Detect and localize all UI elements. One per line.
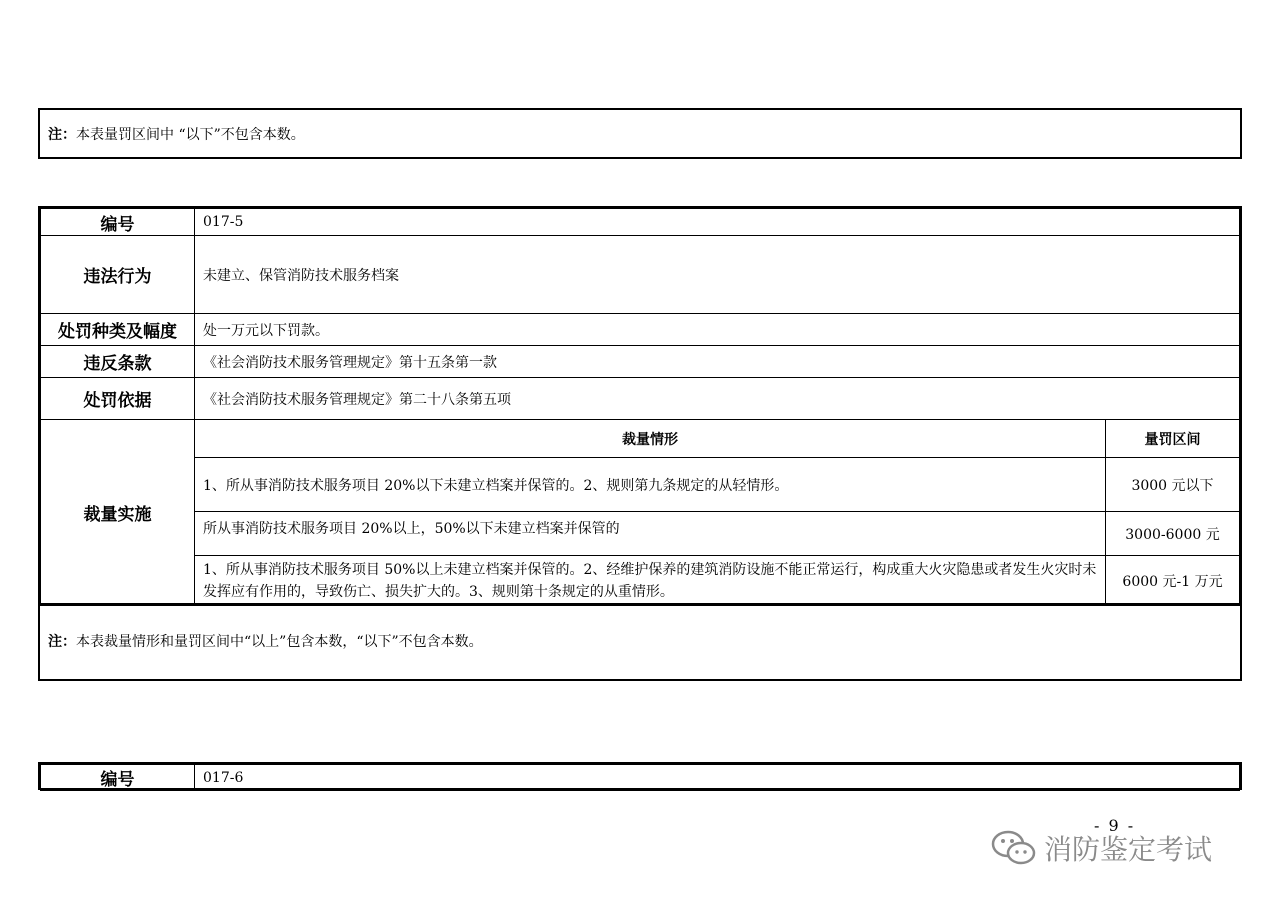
top-note-box	[38, 108, 1242, 159]
situation-cell: 1、所从事消防技术服务项目 50%以上未建立档案并保管的。2、经维护保养的建筑消防设施不能正常运行，构成重大火灾隐患或者发生火灾时未发挥应有作用的，导致伤亡、损失扩大的。3、规则第十条规定的从重情形。	[195, 556, 1106, 606]
range-cell: 3000 元以下	[1105, 458, 1239, 512]
top-note-label: 注：	[48, 126, 76, 143]
record-note-box	[38, 603, 1242, 681]
basis-label: 处罚依据	[41, 378, 195, 420]
col-situation-header: 裁量情形	[195, 420, 1106, 458]
record-note-text: 本表裁量情形和量罚区间中“以上”包含本数，“以下”不包含本数。	[76, 634, 483, 650]
table-row	[41, 556, 1240, 606]
page-number: - 9 -	[1094, 816, 1136, 835]
range-cell: 6000 元-1 万元	[1105, 556, 1239, 606]
violation-label: 违法行为	[41, 236, 195, 314]
range-cell: 3000-6000 元	[1105, 512, 1239, 556]
top-note	[40, 110, 1240, 157]
record-note	[40, 603, 1240, 679]
table-row	[41, 512, 1240, 556]
watermark	[990, 828, 1212, 868]
penalty-label: 处罚种类及幅度	[41, 314, 195, 346]
wechat-icon	[990, 828, 1038, 868]
impl-label: 裁量实施	[41, 420, 195, 606]
id-label: 编号	[41, 765, 195, 791]
id-value: 017-6	[195, 765, 1240, 791]
record-note-label: 注：	[48, 634, 76, 650]
watermark-text: 消防鉴定考试	[1044, 833, 1213, 866]
violation-value: 未建立、保管消防技术服务档案	[195, 236, 1240, 314]
id-value: 017-5	[195, 209, 1240, 236]
col-range-header: 量罚区间	[1105, 420, 1239, 458]
clause-label: 违反条款	[41, 346, 195, 378]
top-note-text: 本表量罚区间中 “以下”不包含本数。	[76, 126, 305, 143]
record-table-017-5	[38, 206, 1242, 605]
id-label: 编号	[41, 209, 195, 236]
penalty-value: 处一万元以下罚款。	[195, 314, 1240, 346]
basis-value: 《社会消防技术服务管理规定》第二十八条第五项	[195, 378, 1240, 420]
clause-value: 《社会消防技术服务管理规定》第十五条第一款	[195, 346, 1240, 378]
situation-cell: 1、所从事消防技术服务项目 20%以下未建立档案并保管的。2、规则第九条规定的从轻情形。	[195, 458, 1106, 512]
record-table-017-6	[38, 762, 1242, 790]
table-row	[41, 458, 1240, 512]
situation-cell: 所从事消防技术服务项目 20%以上，50%以下未建立档案并保管的	[195, 512, 1106, 556]
